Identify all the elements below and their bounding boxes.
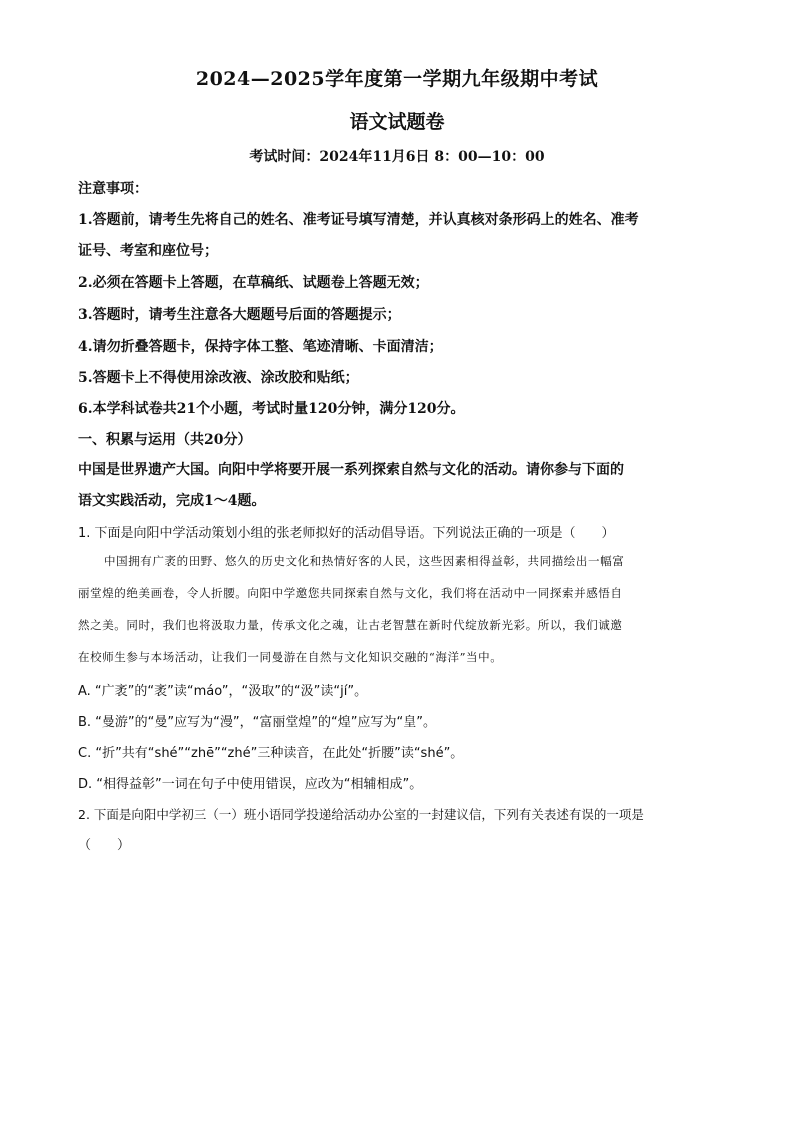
notice-item-2: 2.必须在答题卡上答题，在草稿纸、试题卷上答题无效； — [78, 275, 429, 291]
passage-line-2: 丽堂煌的绝美画卷，令人折腰。向阳中学邀您共同探索自然与文化，我们将在活动中一同探索并感悟自 — [78, 586, 623, 600]
passage-line-4: 在校师生参与本场活动，让我们一同曼游在自然与文化知识交融的“海洋”当中。 — [78, 650, 503, 664]
passage-line-3: 然之美。同时，我们也将汲取力量，传承文化之魂，让古老智慧在新时代绽放新光彩。所以，我们诚邀 — [78, 618, 623, 632]
exam-time: 考试时间：2024年11月6日 8：00—10：00 — [249, 149, 545, 165]
option-d: D. “相得益彰”一词在句子中使用错误，应改为“相辅相成”。 — [78, 777, 423, 792]
notice-item-3: 3.答题时，请考生注意各大题题号后面的答题提示； — [78, 307, 401, 323]
question-2-stem: 2. 下面是向阳中学初三（一）班小语同学投递给活动办公室的一封建议信，下列有关表述有误的一项是 — [78, 807, 644, 822]
subject-title: 语文试题卷 — [349, 111, 445, 133]
section-intro-line-2: 语文实践活动，完成1～4题。 — [78, 493, 266, 509]
question-1-stem: 1. 下面是向阳中学活动策划小组的张老师拟好的活动倡导语。下列说法正确的一项是（ ） — [78, 526, 615, 541]
passage-line-1: 中国拥有广袤的田野、悠久的历史文化和热情好客的人民，这些因素相得益彰，共同描绘出一幅富 — [104, 554, 625, 568]
section-intro-line-1: 中国是世界遗产大国。向阳中学将要开展一系列探索自然与文化的活动。请你参与下面的 — [78, 462, 624, 478]
option-b: B. “曼游”的“曼”应写为“漫”，“富丽堂煌”的“煌”应写为“皇”。 — [78, 715, 437, 730]
notice-heading: 注意事项： — [78, 181, 148, 197]
option-a: A. “广袤”的“袤”读“máo”，“汲取”的“汲”读“jí”。 — [78, 684, 368, 699]
notice-item-1-cont: 证号、考室和座位号； — [78, 243, 218, 259]
question-2-answer-blank: （ ） — [78, 838, 131, 853]
notice-item-6: 6.本学科试卷共21个小题，考试时量120分钟，满分120分。 — [78, 401, 465, 417]
option-c: C. “折”共有“shé”“zhē”“zhé”三种读音，在此处“折腰”读“shé”。 — [78, 746, 464, 761]
notice-item-5: 5.答题卡上不得使用涂改液、涂改胶和贴纸； — [78, 370, 359, 386]
section-heading: 一、积累与运用（共20分） — [78, 432, 252, 448]
notice-item-4: 4.请勿折叠答题卡，保持字体工整、笔迹清晰、卡面清洁； — [78, 339, 443, 355]
exam-title: 2024—2025学年度第一学期九年级期中考试 — [195, 68, 599, 90]
notice-item-1: 1.答题前，请考生先将自己的姓名、准考证号填写清楚，并认真核对条形码上的姓名、准考 — [78, 212, 639, 228]
